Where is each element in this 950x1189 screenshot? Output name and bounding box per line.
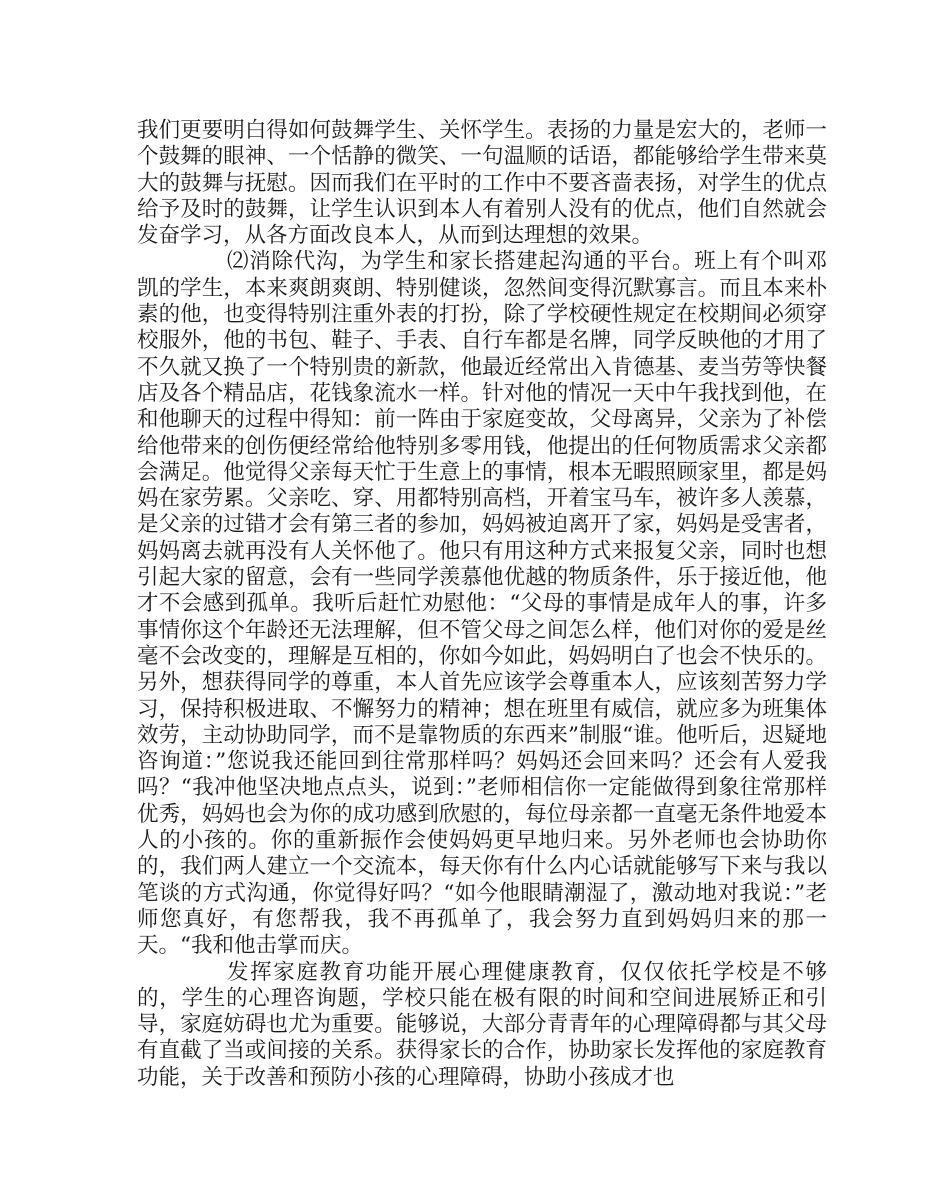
paragraph-1: 我们更要明白得如何鼓舞学生、关怀学生。表扬的力量是宏大的，老师一个鼓舞的眼神、一个恬静的微笑、一句温顺的话语，都能够给学生带来莫大的鼓舞与抚慰。因而我们在平时的工作中不要吝啬表扬，对学生的优点给予及时的鼓舞，让学生认识到本人有着别人没有的优点，他们自然就会发奋学习，从各方面改良本人，从而到达理想的效果。 <box>137 118 827 249</box>
paragraph-2: ⑵消除代沟，为学生和家长搭建起沟通的平台。班上有个叫邓凯的学生，本来爽朗爽朗、特别健谈，忽然间变得沉默寡言。而且本来朴素的他，也变得特别注重外表的打扮，除了学校硬性规定在校期间必须穿校服外，他的书包、鞋子、手表、自行车都是名牌，同学反映他的才用了不久就又换了一个特别贵的新款，他最近经常出入肯德基、麦当劳等快餐店及各个精品店，花钱象流水一样。针对他的情况一天中午我找到他，在和他聊天的过程中得知：前一阵由于家庭变故，父母离异，父亲为了补偿给他带来的创伤便经常给他特别多零用钱，他提出的任何物质需求父亲都会满足。他觉得父亲每天忙于生意上的事情，根本无暇照顾家里，都是妈妈在家劳累。父亲吃、穿、用都特别高档，开着宝马车，被许多人羡慕，是父亲的过错才会有第三者的参加，妈妈被迫离开了家，妈妈是受害者，妈妈离去就再没有人关怀他了。他只有用这种方式来报复父亲，同时也想引起大家的留意，会有一些同学羡慕他优越的物质条件，乐于接近他，他才不会感到孤单。我听后赶忙劝慰他：“父母的事情是成年人的事，许多事情你这个年龄还无法理解，但不管父母之间怎么样，他们对你的爱是丝毫不会改变的，理解是互相的，你如今如此，妈妈明白了也会不快乐的。另外，想获得同学的尊重，本人首先应该学会尊重本人，应该刻苦努力学习，保持积极进取、不懈努力的精神；想在班里有威信，就应多为班集体效劳，主动协助同学，而不是靠物质的东西来”制服“谁。他听后，迟疑地咨询道：”您说我还能回到往常那样吗？妈妈还会回来吗？还会有人爱我吗？“我冲他坚决地点点头，说到：”老师相信你一定能做得到象往常那样优秀，妈妈也会为你的成功感到欣慰的，每位母亲都一直毫无条件地爱本人的小孩的。你的重新振作会使妈妈更早地归来。另外老师也会协助你的，我们两人建立一个交流本，每天你有什么内心话就能够写下来与我以笔谈的方式沟通，你觉得好吗？“如今他眼睛潮湿了，激动地对我说：”老师您真好，有您帮我，我不再孤单了，我会努力直到妈妈归来的那一天。“我和他击掌而庆。 <box>137 249 827 959</box>
document-body <box>137 118 827 1091</box>
paragraph-3: 发挥家庭教育功能开展心理健康教育，仅仅依托学校是不够的，学生的心理咨询题，学校只能在极有限的时间和空间进展矫正和引导，家庭妨碍也尤为重要。能够说，大部分青青年的心理障碍都与其父母有直截了当或间接的关系。获得家长的合作，协助家长发挥他的家庭教育功能，关于改善和预防小孩的心理障碍，协助小孩成才也 <box>137 959 827 1090</box>
